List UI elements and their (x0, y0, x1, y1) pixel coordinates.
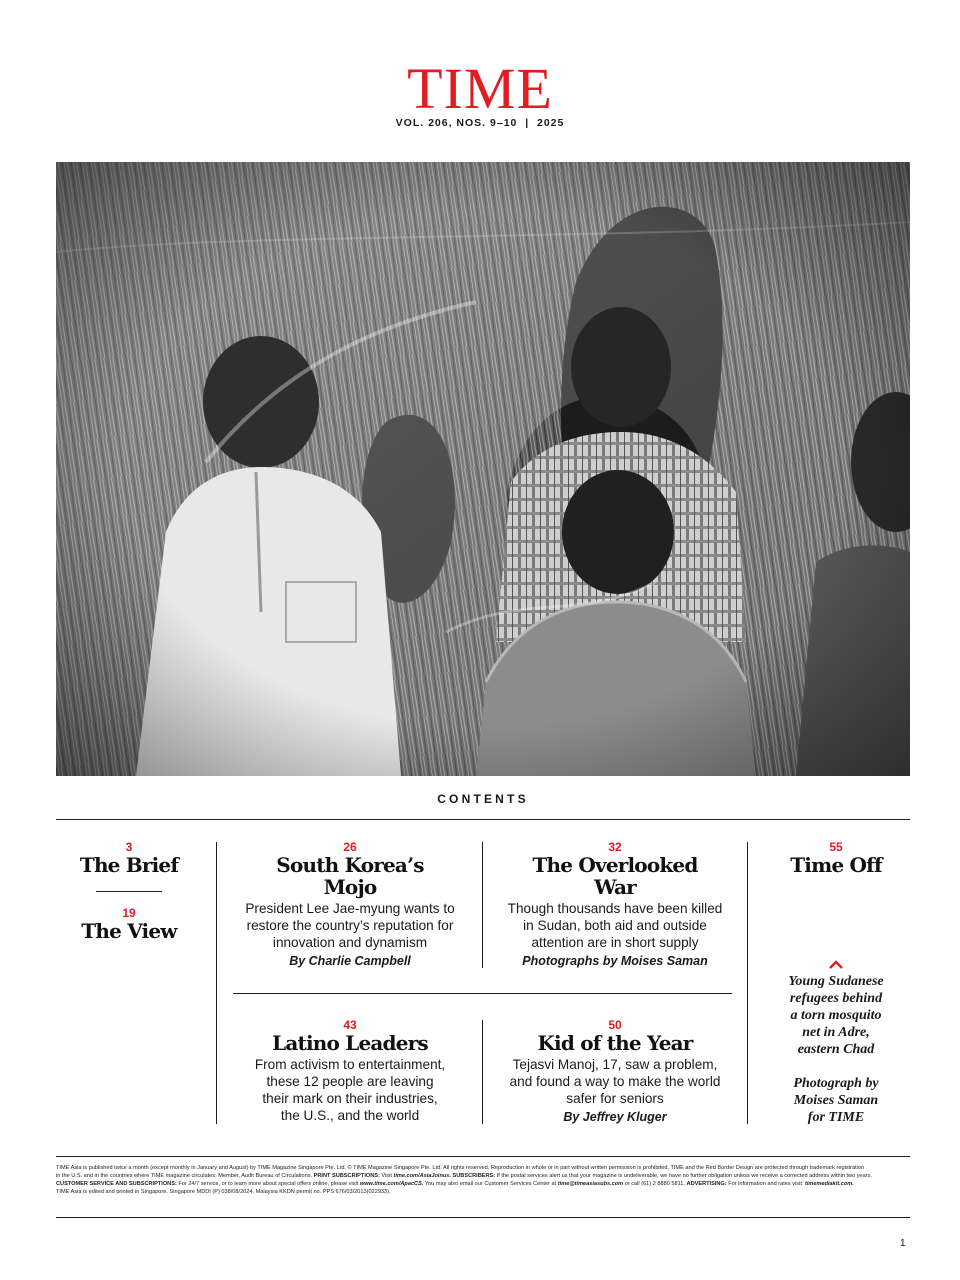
photo-credit-line: for TIME (807, 1110, 865, 1125)
story-byline: By Jeffrey Kluger (563, 1110, 667, 1124)
refugee-children-photo (56, 162, 910, 776)
cover-photograph (56, 162, 910, 776)
contents-item-overlooked-war[interactable] (490, 840, 740, 970)
fine-print-top-rule (56, 1156, 910, 1157)
caption-line: net in Adre, (802, 1025, 870, 1040)
story-byline: By Charlie Campbell (289, 954, 411, 968)
section-title: Time Off (790, 853, 882, 877)
story-description (224, 1056, 476, 1124)
fine-line-2: in the U.S. and in the countries where TIME magazine circulates. Member, Audit Bureau of Circulations. PRINT SUBSCRIPTIONS: Visit time.com/AsiaJoinus. SUBSCRIBERS: If the postal services alert us that your magazine is undeliverable, we have no further obligation unless we receive a corrected address within two years. (56, 1173, 872, 1179)
story-description (224, 900, 476, 951)
contents-heading: CONTENTS (437, 792, 529, 806)
fine-print-bottom-rule (56, 1217, 910, 1218)
customer-email-link[interactable]: time@timeasiasubs.com (557, 1181, 624, 1187)
fine-line-1: TIME Asia is published twice a month (except monthly in January and August) by TIME Magazine Singapore Pte. Ltd. © TIME Magazine Singapore Pte. Ltd. All rights reserved. Reproduction in whole or in part without written permission is prohibited. TIME and the Red Border Design are protected through trademark registration (56, 1165, 865, 1171)
column-divider-3 (482, 1020, 483, 1124)
contents-item-time-off[interactable] (760, 840, 912, 876)
desc-line: these 12 people are leaving (266, 1074, 434, 1089)
caption-line: refugees behind (789, 991, 883, 1006)
caption-line: Young Sudanese (788, 974, 884, 989)
photo-caption (770, 973, 902, 1126)
section-title: The View (81, 919, 177, 943)
story-title-line-1: South Korea’s (276, 853, 424, 877)
page-number: 19 (122, 906, 136, 920)
page-number: 55 (829, 840, 843, 854)
desc-line: safer for seniors (566, 1091, 664, 1106)
contents-item-the-view[interactable] (56, 906, 202, 942)
page-number: 50 (608, 1018, 622, 1032)
desc-line: Though thousands have been killed (507, 901, 723, 916)
caption-line: a torn mosquito (790, 1008, 882, 1023)
desc-line: From activism to entertainment, (254, 1057, 446, 1072)
story-title-line-2: War (594, 875, 636, 899)
page-number: 26 (343, 840, 357, 854)
subscription-link[interactable]: time.com/AsiaJoinus. (393, 1173, 451, 1179)
fine-line-4: TIME Asia is edited and printed in Singapore. Singapore MDDI (P) 038/08/2024. Malaysia KKDN permit no. PPS 676/03/2013(022933). (56, 1189, 391, 1195)
page-folio: 1 (900, 1238, 906, 1249)
column-divider-2 (482, 842, 483, 968)
desc-line: Tejasvi Manoj, 17, saw a problem, (512, 1057, 718, 1072)
page-number: 3 (125, 840, 133, 854)
contents-item-kid-of-the-year[interactable] (490, 1018, 740, 1126)
section-title: The Brief (79, 853, 179, 877)
contents-top-rule (56, 819, 910, 820)
desc-line: President Lee Jae-myung wants to (245, 901, 455, 916)
story-title-line-1: The Overlooked (532, 853, 698, 877)
contents-item-south-korea-mojo[interactable] (224, 840, 476, 970)
story-title-line-2: Mojo (323, 875, 377, 899)
column-divider-4 (747, 842, 748, 1124)
mid-horizontal-rule (233, 993, 732, 994)
page-number: 32 (608, 840, 622, 854)
desc-line: the U.S., and the world (280, 1108, 420, 1123)
desc-line: their mark on their industries, (262, 1091, 438, 1106)
desc-line: attention are in short supply (531, 935, 699, 950)
brief-view-separator (96, 891, 162, 892)
page-number: 43 (343, 1018, 357, 1032)
caption-line: eastern Chad (797, 1042, 875, 1057)
fine-line-3: CUSTOMER SERVICE AND SUBSCRIPTIONS: For 24/7 service, or to learn more about special offers online, please visit www.time.com/ApacCS. You may also email our Customer Services Center at time@timeasiasubs.com or call (61) 2 8880 5811. ADVERTISING: For information and rates visit: timemediakit.com. (56, 1181, 854, 1187)
story-title: Latino Leaders (272, 1031, 428, 1055)
story-description (490, 900, 740, 951)
story-byline: Photographs by Moises Saman (522, 954, 708, 968)
time-logo: TIME (407, 56, 553, 121)
column-divider-1 (216, 842, 217, 1124)
desc-line: in Sudan, both aid and outside (523, 918, 707, 933)
photo-credit-line: Moises Saman (793, 1093, 879, 1108)
contents-item-latino-leaders[interactable] (224, 1018, 476, 1124)
desc-line: restore the country’s reputation for (246, 918, 454, 933)
customer-service-link[interactable]: www.time.com/ApacCS. (359, 1181, 424, 1187)
story-description (490, 1056, 740, 1107)
volume-issue-line: VOL. 206, NOS. 9–10 | 2025 (395, 117, 565, 129)
story-title: Kid of the Year (537, 1031, 693, 1055)
photo-credit-line: Photograph by (793, 1076, 879, 1091)
desc-line: and found a way to make the world (509, 1074, 721, 1089)
contents-item-the-brief[interactable] (56, 840, 202, 876)
desc-line: innovation and dynamism (272, 935, 428, 950)
caret-up-icon (826, 957, 846, 971)
media-kit-link[interactable]: timemediakit.com. (804, 1181, 854, 1187)
publication-fine-print (56, 1164, 912, 1196)
